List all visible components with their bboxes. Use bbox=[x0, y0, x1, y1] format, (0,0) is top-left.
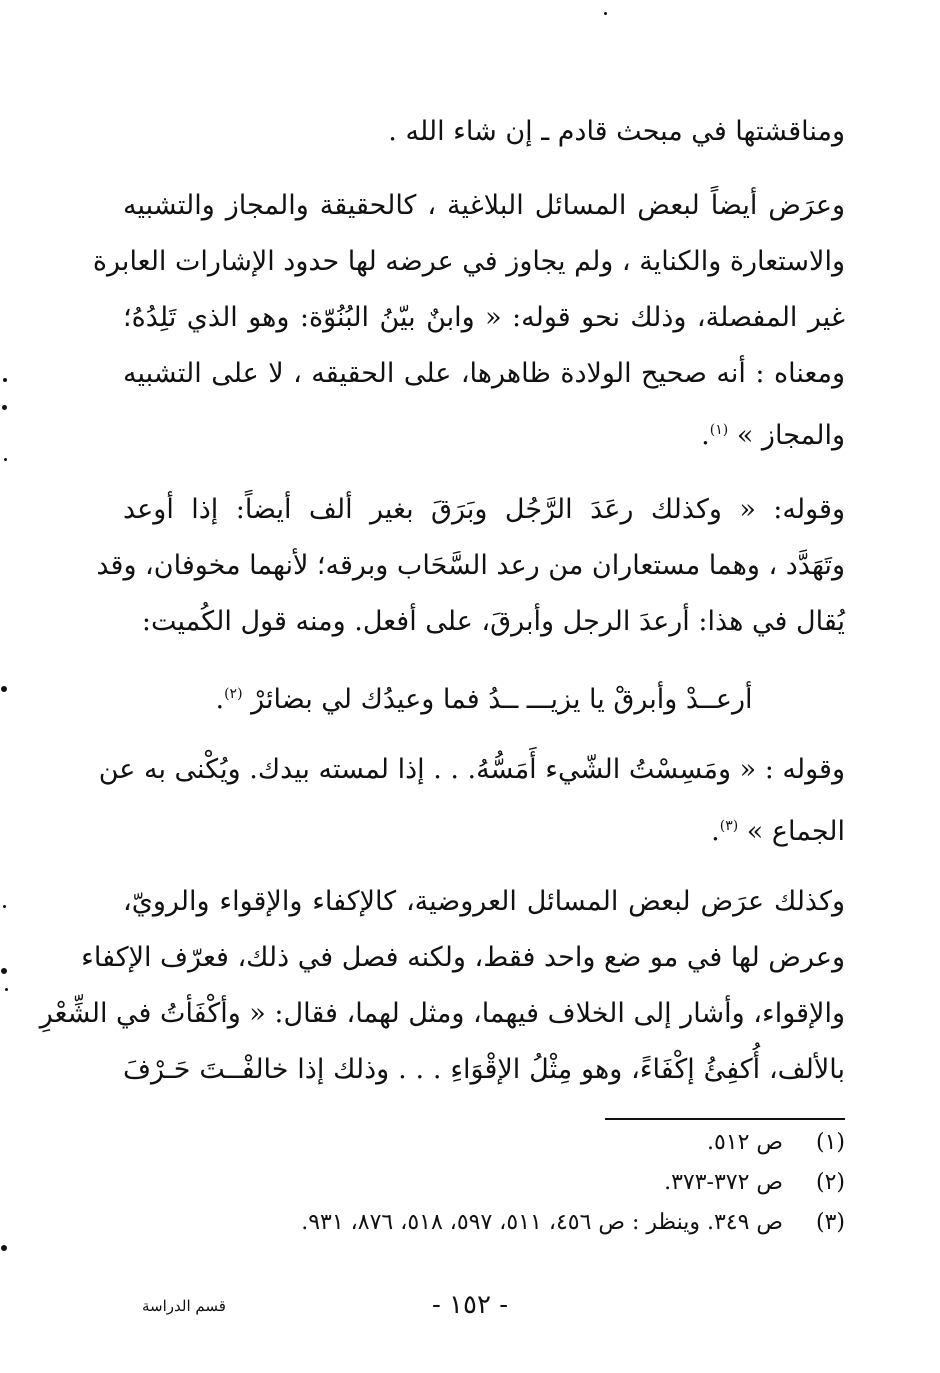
body-line: وعرَض أيضاً لبعض المسائل البلاغية ، كالحقيقة والمجاز والتشبيه bbox=[123, 190, 845, 221]
body-line: وعرض لها في مو ضع واحد فقط، ولكنه فصل في ذلك، فعرّف الإكفاء bbox=[81, 942, 845, 973]
scan-speck bbox=[1, 1245, 7, 1251]
body-line: والمجاز » $^{(١)}$. bbox=[701, 420, 845, 451]
body-line: ومناقشتها في مبحث قادم ـ إن شاء الله . bbox=[388, 116, 845, 147]
footnote-text: ص ٣٤٩. وينظر : ص ٤٥٦، ٥١١، ٥٩٧، ٥١٨، ٨٧٦، ٩٣١. bbox=[301, 1210, 783, 1235]
body-line: بالألف، أُكفِئُ إكْفَاءً، وهو مِثْلُ الإقْوَاءِ . . . وذلك إذا خالفْــتَ حَـرْفَ bbox=[123, 1054, 845, 1085]
scan-speck bbox=[2, 405, 7, 410]
body-line: وقوله : « ومَسِسْتُ الشّيء أَمَسُّهُ. . . إذا لمسته بيدك. ويُكْنى به عن bbox=[98, 754, 845, 785]
page-number: - ١٥٢ - bbox=[431, 1290, 509, 1320]
footnote-text: ص ٥١٢. bbox=[706, 1130, 783, 1155]
footnote-number: (٣) bbox=[815, 1210, 845, 1235]
footnote-ref: (١) bbox=[709, 422, 729, 438]
footnote-text: ص ٣٧٢-٣٧٣. bbox=[664, 1170, 783, 1195]
body-line: ومعناه : أنه صحيح الولادة ظاهرها، على الحقيقه ، لا على التشبيه bbox=[123, 358, 845, 389]
scan-speck bbox=[604, 12, 607, 15]
body-line: والإقواء، وأشار إلى الخلاف فيهما، ومثل لهما، فقال: « وأكْفَأتُ في الشِّعْرِ bbox=[39, 998, 845, 1029]
body-line: يُقال في هذا: أرعدَ الرجل وأبرقَ، على أفعل. ومنه قول الكُميت: bbox=[141, 606, 845, 637]
footnote bbox=[123, 1128, 845, 1158]
footnote bbox=[123, 1208, 845, 1238]
body-line: غير المفصلة، وذلك نحو قوله: « وابنٌ بيّنُ البُنُوّة: وهو الذي تَلِدُهُ؛ bbox=[123, 302, 845, 333]
footnote-ref: (٣) bbox=[719, 818, 739, 834]
footnote-ref: (٢) bbox=[224, 686, 243, 702]
footnote-number: (٢) bbox=[815, 1170, 845, 1195]
section-label: قسم الدراسة bbox=[142, 1297, 226, 1315]
footnote bbox=[123, 1168, 845, 1198]
scan-speck bbox=[3, 378, 7, 382]
scan-speck bbox=[3, 905, 6, 908]
body-line: وقوله: « وكذلك رعَدَ الرَّجُل وبَرَقَ بغير ألف أيضاً: إذا أوعد bbox=[123, 494, 845, 525]
body-line: والاستعارة والكناية ، ولم يجاوز في عرضه لها حدود الإشارات العابرة bbox=[92, 246, 845, 277]
body-line: وتَهَدَّد ، وهما مستعاران من رعد السَّحَاب وبرقه؛ لأنهما مخوفان، وقد bbox=[96, 550, 845, 581]
footnote-number: (١) bbox=[815, 1130, 845, 1155]
verse-line: أرعــدْ وأبرقْ يا يزيـــ ــدُ فما وعيدُك لي بضائرْ $^{(٢)}$. bbox=[215, 684, 753, 715]
scan-speck bbox=[4, 458, 7, 461]
scan-speck bbox=[1, 686, 7, 692]
body-line: وكذلك عرَض لبعض المسائل العروضية، كالإكفاء والإقواء والرويّ، bbox=[123, 886, 845, 917]
footnote-separator bbox=[605, 1118, 845, 1120]
scan-speck bbox=[5, 988, 8, 991]
body-line: الجماع » $^{(٣)}$. bbox=[711, 816, 845, 847]
scan-speck bbox=[1, 968, 7, 974]
